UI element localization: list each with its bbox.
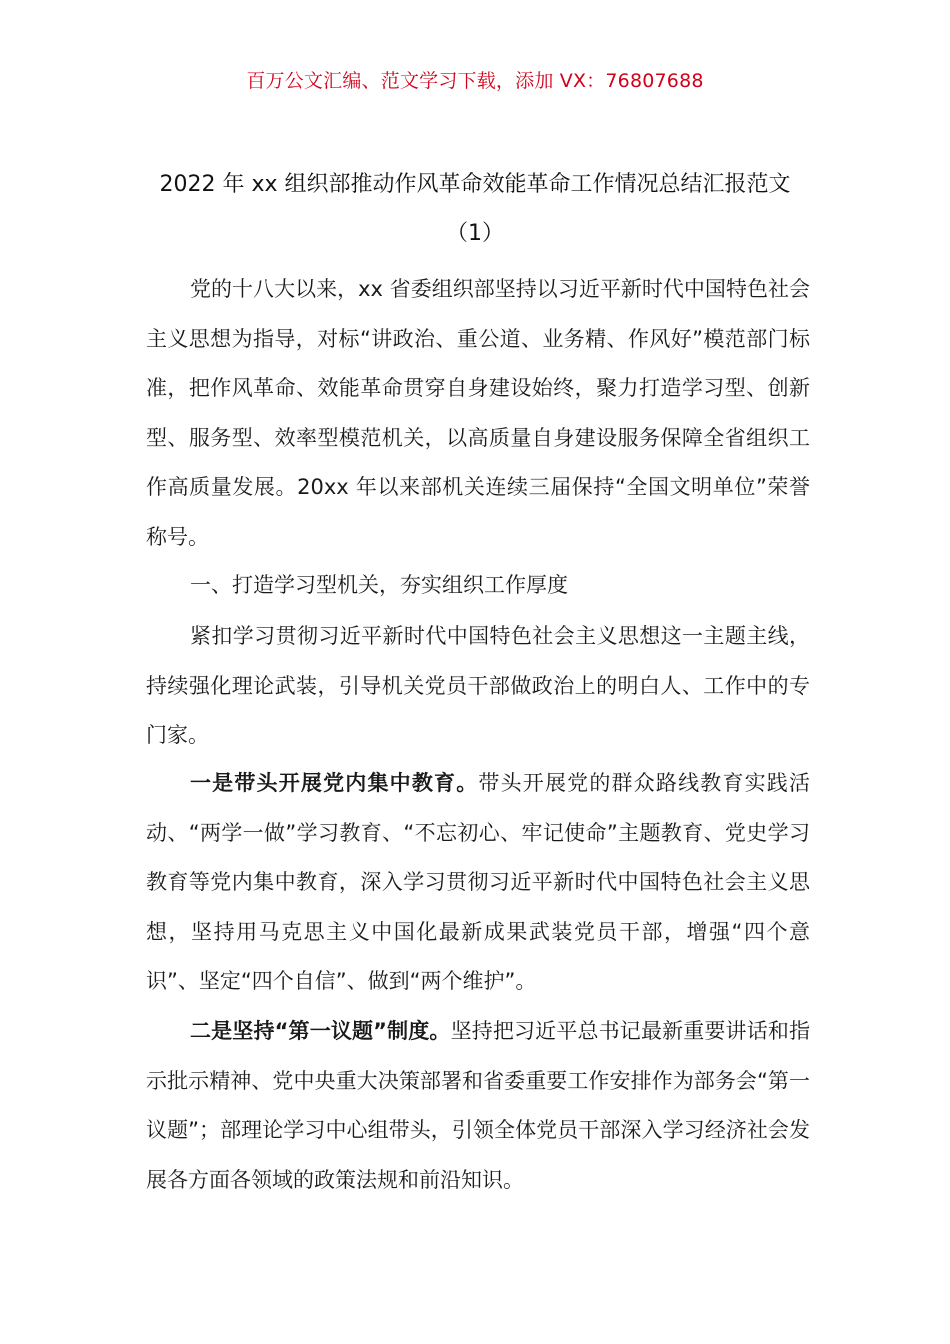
section-heading-1: 一、打造学习型机关，夯实组织工作厚度 bbox=[190, 573, 568, 597]
item-2-body: 坚持把习近平总书记最新重要讲话和指示批示精神、党中央重大决策部署和省委重要工作安排作为部务会“第一议题”；部理论学习中心组带头，引领全体党员干部深入学习经济社会发展各方面各领域的政策法规和前沿知识。 bbox=[146, 1019, 810, 1192]
paragraph-item-1 bbox=[146, 759, 810, 1007]
title-line-2: （1） bbox=[446, 221, 504, 246]
paragraph-section1-intro: 紧扣学习贯彻习近平新时代中国特色社会主义思想这一主题主线，持续强化理论武装，引导机关党员干部做政治上的明白人、工作中的专门家。 bbox=[146, 624, 810, 747]
item-1-body: 带头开展党的群众路线教育实践活动、“两学一做”学习教育、“不忘初心、牢记使命”主题教育、党史学习教育等党内集中教育，深入学习贯彻习近平新时代中国特色社会主义思想，坚持用马克思主义中国化最新成果武装党员干部，增强“四个意识”、坚定“四个自信”、做到“两个维护”。 bbox=[146, 771, 810, 993]
document-title bbox=[120, 160, 830, 258]
paragraph-intro: 党的十八大以来，xx 省委组织部坚持以习近平新时代中国特色社会主义思想为指导，对标“讲政治、重公道、业务精、作风好”模范部门标准，把作风革命、效能革命贯穿自身建设始终，聚力打造学习型、创新型、服务型、效率型模范机关，以高质量自身建设服务保障全省组织工作高质量发展。20xx 年以来部机关连续三届保持“全国文明单位”荣誉称号。 bbox=[146, 277, 810, 549]
header-banner: 百万公文汇编、范文学习下载，添加 VX：76807688 bbox=[246, 70, 704, 92]
paragraph-item-2 bbox=[146, 1007, 810, 1205]
item-1-lead: 一是带头开展党内集中教育。 bbox=[190, 771, 479, 795]
item-2-lead: 二是坚持“第一议题”制度。 bbox=[190, 1019, 451, 1043]
title-line-1: 2022 年 xx 组织部推动作风革命效能革命工作情况总结汇报范文 bbox=[159, 172, 791, 197]
